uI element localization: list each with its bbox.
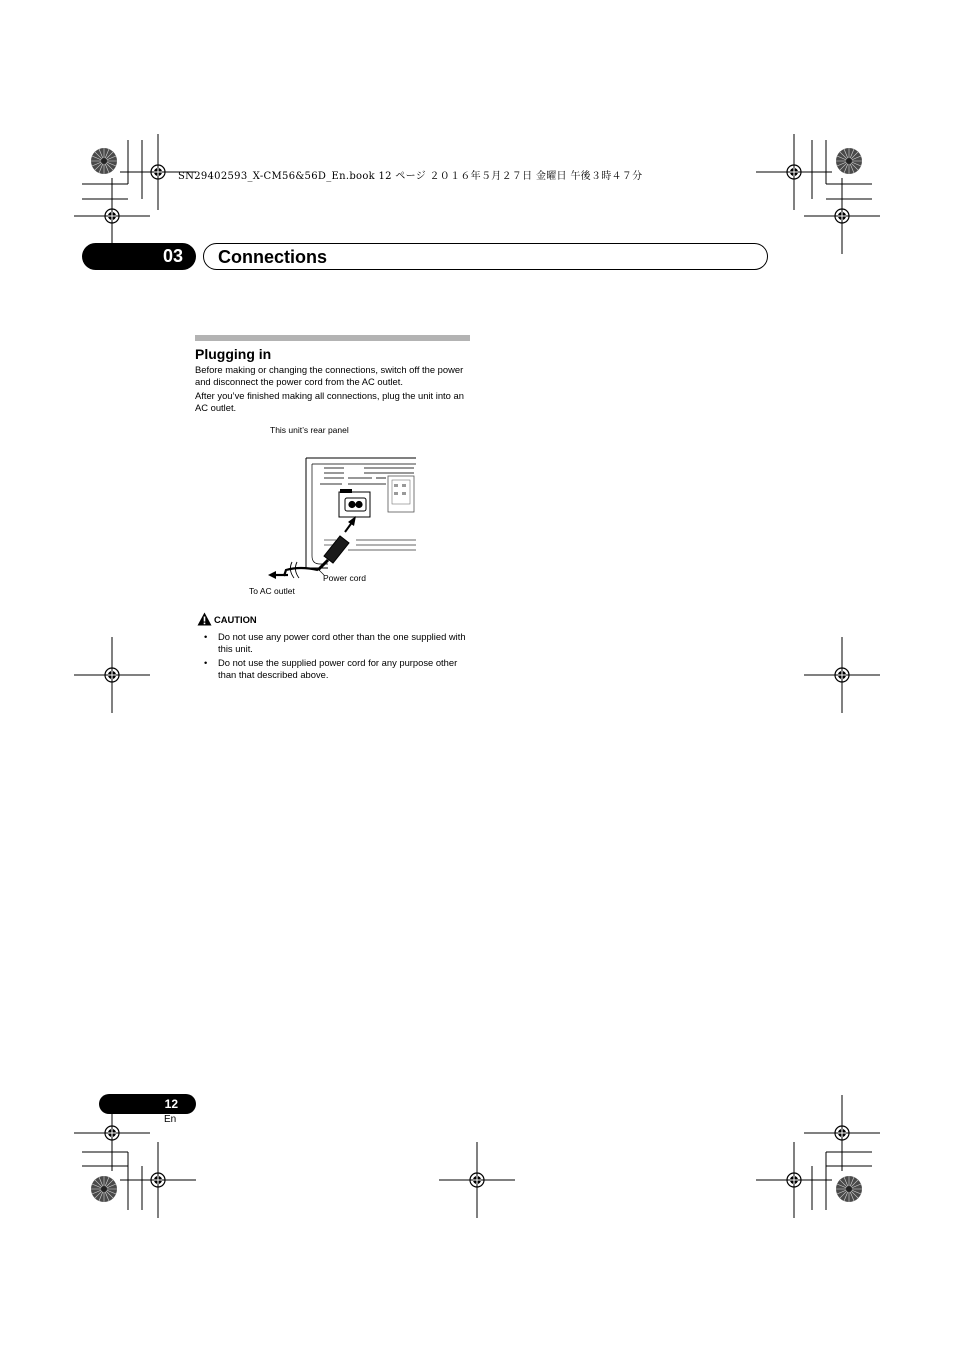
chapter-title-box (203, 243, 768, 270)
section-heading: Plugging in (195, 346, 272, 362)
caution-item: • Do not use the supplied power cord for any purpose other than that described above. (204, 657, 458, 680)
chapter-number: 03 (82, 243, 196, 270)
label-rear-panel: This unit’s rear panel (270, 425, 349, 435)
caution-title: CAUTION (214, 614, 257, 625)
label-power-cord: Power cord (323, 573, 366, 583)
caution-item-text: Do not use the supplied power cord for any purpose other than that described above. (218, 657, 458, 680)
paragraph-1: Before making or changing the connections, switch off the power and disconnect the power cord from the AC outlet. (195, 364, 464, 387)
caution-item: • Do not use any power cord other than the one supplied with this unit. (204, 631, 466, 654)
page-number: 12 (99, 1094, 196, 1114)
section-divider (195, 335, 470, 341)
page-language: En (164, 1114, 177, 1125)
chapter-title: Connections (218, 247, 328, 267)
rear-panel-illustration (248, 448, 428, 588)
print-info: SN29402593_X-CM56&56D_En.book 12 ページ ２０１６年５月２７日 金曜日 午後３時４７分 (178, 171, 643, 182)
warning-icon (197, 612, 212, 626)
caution-list (195, 631, 475, 683)
paragraph-2: After you’ve finished making all connections, plug the unit into an AC outlet. (195, 390, 464, 413)
label-ac-outlet: To AC outlet (249, 586, 295, 596)
caution-item-text: Do not use any power cord other than the one supplied with this unit. (218, 631, 466, 654)
